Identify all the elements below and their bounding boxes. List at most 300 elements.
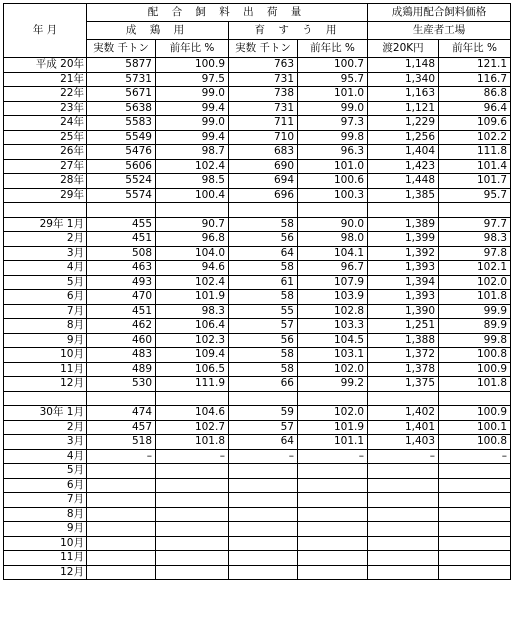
data-cell: 121.1: [439, 58, 511, 73]
table-row: [4, 348, 511, 363]
data-cell: 98.3: [156, 304, 229, 319]
empty-cell: [439, 203, 511, 218]
empty-cell: [4, 203, 87, 218]
data-cell: 104.1: [298, 246, 368, 261]
col-header: 前年比 %: [156, 40, 229, 58]
data-cell: 57: [229, 319, 298, 334]
shipment-group-header: 配 合 飼 料 出 荷 量: [87, 4, 368, 22]
data-cell: [229, 478, 298, 493]
row-label: 8月: [4, 507, 87, 522]
data-cell: 5877: [87, 58, 156, 73]
data-cell: 1,388: [368, 333, 439, 348]
data-cell: 61: [229, 275, 298, 290]
table-row: [4, 217, 511, 232]
year-month-header: 年 月: [4, 4, 87, 58]
iku-header: 育 す う 用: [229, 22, 368, 40]
data-cell: [368, 522, 439, 537]
data-cell: 711: [229, 116, 298, 131]
data-cell: 1,448: [368, 174, 439, 189]
data-cell: 1,403: [368, 435, 439, 450]
row-label: 9月: [4, 333, 87, 348]
table-row: [4, 116, 511, 131]
row-label: 10月: [4, 536, 87, 551]
table-row: [4, 232, 511, 247]
data-cell: 100.9: [439, 406, 511, 421]
row-label: 7月: [4, 493, 87, 508]
data-cell: 463: [87, 261, 156, 276]
data-cell: [298, 507, 368, 522]
feed-shipment-table: [3, 3, 511, 580]
data-cell: –: [298, 449, 368, 464]
data-cell: 1,399: [368, 232, 439, 247]
data-cell: 104.0: [156, 246, 229, 261]
data-cell: [156, 551, 229, 566]
data-cell: [229, 464, 298, 479]
data-cell: 1,163: [368, 87, 439, 102]
row-label: 23年: [4, 101, 87, 116]
row-label: 29年: [4, 188, 87, 203]
data-cell: 111.9: [156, 377, 229, 392]
data-cell: 99.8: [439, 333, 511, 348]
data-cell: [439, 493, 511, 508]
data-cell: [368, 565, 439, 580]
data-cell: 1,256: [368, 130, 439, 145]
data-cell: [298, 478, 368, 493]
data-cell: 100.9: [439, 362, 511, 377]
data-cell: 5583: [87, 116, 156, 131]
data-cell: 102.4: [156, 159, 229, 174]
data-cell: 107.9: [298, 275, 368, 290]
data-cell: 102.3: [156, 333, 229, 348]
row-label: 5月: [4, 275, 87, 290]
empty-cell: [87, 203, 156, 218]
data-cell: [368, 478, 439, 493]
data-cell: –: [87, 449, 156, 464]
data-cell: [439, 507, 511, 522]
data-cell: [298, 522, 368, 537]
empty-cell: [156, 203, 229, 218]
data-cell: 64: [229, 435, 298, 450]
row-label: 28年: [4, 174, 87, 189]
col-header: 前年比 %: [439, 40, 511, 58]
table-row: [4, 188, 511, 203]
data-cell: [298, 551, 368, 566]
row-label: 24年: [4, 116, 87, 131]
data-cell: 102.7: [156, 420, 229, 435]
data-cell: 90.0: [298, 217, 368, 232]
empty-cell: [368, 203, 439, 218]
data-cell: 57: [229, 420, 298, 435]
data-cell: 451: [87, 304, 156, 319]
data-cell: 58: [229, 261, 298, 276]
data-cell: 104.6: [156, 406, 229, 421]
data-cell: 101.8: [156, 435, 229, 450]
data-cell: –: [156, 449, 229, 464]
data-cell: [298, 464, 368, 479]
data-cell: 111.8: [439, 145, 511, 160]
data-cell: 97.7: [439, 217, 511, 232]
data-cell: 731: [229, 72, 298, 87]
table-row: [4, 333, 511, 348]
data-cell: 99.2: [298, 377, 368, 392]
data-cell: [439, 522, 511, 537]
row-label: 30年 1月: [4, 406, 87, 421]
empty-cell: [4, 391, 87, 406]
data-cell: 1,392: [368, 246, 439, 261]
data-cell: [368, 536, 439, 551]
data-cell: 98.0: [298, 232, 368, 247]
data-cell: 462: [87, 319, 156, 334]
table-row: [4, 536, 511, 551]
table-row: [4, 435, 511, 450]
data-cell: 5638: [87, 101, 156, 116]
data-cell: [298, 536, 368, 551]
row-label: 10月: [4, 348, 87, 363]
data-cell: 518: [87, 435, 156, 450]
data-cell: 59: [229, 406, 298, 421]
data-cell: 58: [229, 348, 298, 363]
data-cell: 5574: [87, 188, 156, 203]
data-cell: –: [229, 449, 298, 464]
col-header: 実数 千トン: [229, 40, 298, 58]
empty-cell: [298, 203, 368, 218]
data-cell: [439, 536, 511, 551]
data-cell: 5731: [87, 72, 156, 87]
table-row: [4, 478, 511, 493]
data-cell: 1,340: [368, 72, 439, 87]
data-cell: 694: [229, 174, 298, 189]
empty-cell: [229, 203, 298, 218]
data-cell: 101.7: [439, 174, 511, 189]
data-cell: [87, 522, 156, 537]
data-cell: [229, 507, 298, 522]
data-cell: 100.8: [439, 435, 511, 450]
data-cell: 690: [229, 159, 298, 174]
data-cell: 1,148: [368, 58, 439, 73]
row-label: 4月: [4, 449, 87, 464]
data-cell: 99.0: [156, 116, 229, 131]
table-row: [4, 261, 511, 276]
data-cell: 101.4: [439, 159, 511, 174]
data-cell: 106.4: [156, 319, 229, 334]
data-cell: 1,393: [368, 261, 439, 276]
row-label: 25年: [4, 130, 87, 145]
data-cell: 96.8: [156, 232, 229, 247]
table-row: [4, 565, 511, 580]
row-label: 12月: [4, 565, 87, 580]
data-cell: 101.9: [156, 290, 229, 305]
col-header: 実数 千トン: [87, 40, 156, 58]
data-cell: [156, 478, 229, 493]
spacer-row: [4, 391, 511, 406]
data-cell: 696: [229, 188, 298, 203]
data-cell: 96.3: [298, 145, 368, 160]
data-cell: 455: [87, 217, 156, 232]
data-cell: 1,121: [368, 101, 439, 116]
data-cell: 96.7: [298, 261, 368, 276]
row-label: 3月: [4, 435, 87, 450]
data-cell: [368, 493, 439, 508]
data-cell: 101.0: [298, 87, 368, 102]
data-cell: 1,251: [368, 319, 439, 334]
data-cell: 109.6: [439, 116, 511, 131]
row-label: 11月: [4, 362, 87, 377]
data-cell: 451: [87, 232, 156, 247]
col-header: 渡20K円: [368, 40, 439, 58]
table-row: [4, 72, 511, 87]
data-cell: 1,402: [368, 406, 439, 421]
data-cell: 101.8: [439, 290, 511, 305]
table-body: [4, 58, 511, 580]
data-cell: 101.8: [439, 377, 511, 392]
data-cell: 102.0: [439, 275, 511, 290]
data-cell: 483: [87, 348, 156, 363]
data-cell: –: [368, 449, 439, 464]
data-cell: –: [439, 449, 511, 464]
data-cell: 102.0: [298, 362, 368, 377]
empty-cell: [298, 391, 368, 406]
data-cell: [229, 493, 298, 508]
data-cell: 98.5: [156, 174, 229, 189]
data-cell: 1,394: [368, 275, 439, 290]
row-label: 29年 1月: [4, 217, 87, 232]
data-cell: 1,393: [368, 290, 439, 305]
table-row: [4, 130, 511, 145]
data-cell: 58: [229, 290, 298, 305]
data-cell: 94.6: [156, 261, 229, 276]
header-row-1: [4, 4, 511, 22]
table-row: [4, 362, 511, 377]
empty-cell: [439, 391, 511, 406]
data-cell: [156, 464, 229, 479]
row-label: 8月: [4, 319, 87, 334]
table-row: [4, 551, 511, 566]
data-cell: [156, 493, 229, 508]
data-cell: 104.5: [298, 333, 368, 348]
table-row: [4, 449, 511, 464]
data-cell: 5549: [87, 130, 156, 145]
data-cell: 116.7: [439, 72, 511, 87]
data-cell: 100.9: [156, 58, 229, 73]
data-cell: 100.8: [439, 348, 511, 363]
producer-header: 生産者工場: [368, 22, 511, 40]
row-label: 2月: [4, 420, 87, 435]
data-cell: [439, 551, 511, 566]
data-cell: 101.9: [298, 420, 368, 435]
data-cell: 508: [87, 246, 156, 261]
table-row: [4, 159, 511, 174]
data-cell: 55: [229, 304, 298, 319]
table-row: [4, 246, 511, 261]
row-label: 7月: [4, 304, 87, 319]
data-cell: 99.0: [298, 101, 368, 116]
data-cell: 99.9: [439, 304, 511, 319]
data-cell: [229, 551, 298, 566]
data-cell: 5671: [87, 87, 156, 102]
empty-cell: [229, 391, 298, 406]
data-cell: 102.2: [439, 130, 511, 145]
data-cell: [87, 464, 156, 479]
table-row: [4, 522, 511, 537]
table-row: [4, 406, 511, 421]
data-cell: 96.4: [439, 101, 511, 116]
data-cell: 101.1: [298, 435, 368, 450]
data-cell: 1,390: [368, 304, 439, 319]
data-cell: [298, 565, 368, 580]
table-row: [4, 507, 511, 522]
data-cell: 95.7: [439, 188, 511, 203]
data-cell: [298, 493, 368, 508]
data-cell: 1,375: [368, 377, 439, 392]
data-cell: 5606: [87, 159, 156, 174]
data-cell: 99.4: [156, 101, 229, 116]
data-cell: [439, 565, 511, 580]
data-cell: 97.5: [156, 72, 229, 87]
data-cell: [87, 565, 156, 580]
price-group-header: 成鶏用配合飼料価格: [368, 4, 511, 22]
data-cell: 731: [229, 101, 298, 116]
data-cell: 102.8: [298, 304, 368, 319]
data-cell: [229, 536, 298, 551]
data-cell: [229, 522, 298, 537]
table-row: [4, 464, 511, 479]
row-label: 27年: [4, 159, 87, 174]
data-cell: 102.0: [298, 406, 368, 421]
empty-cell: [156, 391, 229, 406]
data-cell: 474: [87, 406, 156, 421]
data-cell: 100.4: [156, 188, 229, 203]
data-cell: 95.7: [298, 72, 368, 87]
data-cell: 1,372: [368, 348, 439, 363]
row-label: 2月: [4, 232, 87, 247]
row-label: 22年: [4, 87, 87, 102]
row-label: 5月: [4, 464, 87, 479]
data-cell: 102.1: [439, 261, 511, 276]
data-cell: [368, 551, 439, 566]
data-cell: 99.4: [156, 130, 229, 145]
data-cell: [229, 565, 298, 580]
data-cell: 1,423: [368, 159, 439, 174]
row-label: 4月: [4, 261, 87, 276]
data-cell: 1,229: [368, 116, 439, 131]
empty-cell: [368, 391, 439, 406]
data-cell: [156, 522, 229, 537]
data-cell: 106.5: [156, 362, 229, 377]
data-cell: [368, 507, 439, 522]
row-label: 6月: [4, 290, 87, 305]
data-cell: [156, 565, 229, 580]
data-cell: 56: [229, 232, 298, 247]
data-cell: 66: [229, 377, 298, 392]
table-row: [4, 377, 511, 392]
table-row: [4, 290, 511, 305]
table-row: [4, 101, 511, 116]
data-cell: 1,378: [368, 362, 439, 377]
data-cell: 100.3: [298, 188, 368, 203]
table-row: [4, 420, 511, 435]
data-cell: 97.3: [298, 116, 368, 131]
data-cell: [87, 493, 156, 508]
col-header: 前年比 %: [298, 40, 368, 58]
data-cell: 457: [87, 420, 156, 435]
table-row: [4, 304, 511, 319]
table-row: [4, 275, 511, 290]
row-label: 26年: [4, 145, 87, 160]
data-cell: 470: [87, 290, 156, 305]
data-cell: 489: [87, 362, 156, 377]
data-cell: 58: [229, 217, 298, 232]
data-cell: 100.1: [439, 420, 511, 435]
spacer-row: [4, 203, 511, 218]
data-cell: 97.8: [439, 246, 511, 261]
data-cell: 56: [229, 333, 298, 348]
data-cell: 5476: [87, 145, 156, 160]
data-cell: 99.0: [156, 87, 229, 102]
data-cell: 89.9: [439, 319, 511, 334]
data-cell: 1,385: [368, 188, 439, 203]
row-label: 6月: [4, 478, 87, 493]
data-cell: 64: [229, 246, 298, 261]
row-label: 12月: [4, 377, 87, 392]
data-cell: 103.3: [298, 319, 368, 334]
table-row: [4, 493, 511, 508]
seikei-header: 成 鶏 用: [87, 22, 229, 40]
table-row: [4, 145, 511, 160]
row-label: 11月: [4, 551, 87, 566]
data-cell: 103.9: [298, 290, 368, 305]
data-cell: 1,389: [368, 217, 439, 232]
data-cell: [156, 507, 229, 522]
data-cell: 683: [229, 145, 298, 160]
data-cell: 98.3: [439, 232, 511, 247]
row-label: 平成 20年: [4, 58, 87, 73]
data-cell: 710: [229, 130, 298, 145]
data-cell: 1,404: [368, 145, 439, 160]
data-cell: [87, 536, 156, 551]
data-cell: 1,401: [368, 420, 439, 435]
data-cell: 763: [229, 58, 298, 73]
data-cell: [87, 478, 156, 493]
data-cell: 460: [87, 333, 156, 348]
data-cell: 5524: [87, 174, 156, 189]
data-cell: 738: [229, 87, 298, 102]
table-row: [4, 319, 511, 334]
data-cell: 100.6: [298, 174, 368, 189]
data-cell: 100.7: [298, 58, 368, 73]
data-cell: [156, 536, 229, 551]
data-cell: [368, 464, 439, 479]
data-cell: 58: [229, 362, 298, 377]
data-cell: [439, 464, 511, 479]
data-cell: 103.1: [298, 348, 368, 363]
empty-cell: [87, 391, 156, 406]
data-cell: 101.0: [298, 159, 368, 174]
data-cell: 530: [87, 377, 156, 392]
row-label: 3月: [4, 246, 87, 261]
data-cell: [87, 551, 156, 566]
data-cell: 493: [87, 275, 156, 290]
table-row: [4, 87, 511, 102]
data-cell: 102.4: [156, 275, 229, 290]
data-cell: 90.7: [156, 217, 229, 232]
data-cell: 109.4: [156, 348, 229, 363]
data-cell: [87, 507, 156, 522]
data-cell: 98.7: [156, 145, 229, 160]
table-row: [4, 58, 511, 73]
row-label: 9月: [4, 522, 87, 537]
data-cell: 86.8: [439, 87, 511, 102]
data-cell: 99.8: [298, 130, 368, 145]
